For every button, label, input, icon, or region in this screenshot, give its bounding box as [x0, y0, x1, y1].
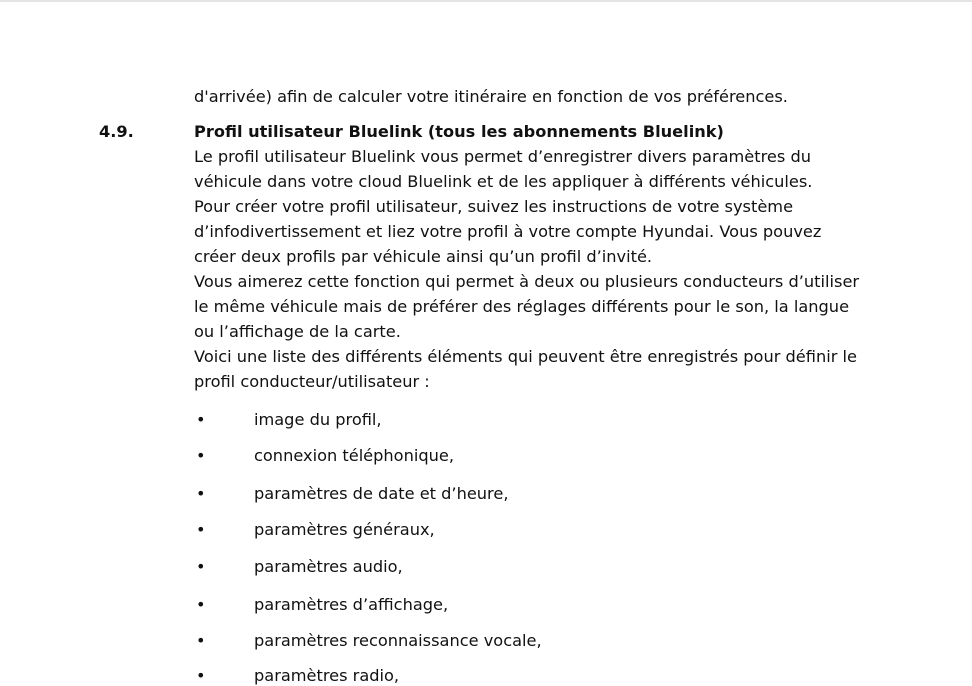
bullet-marker: •: [196, 557, 206, 576]
paragraph-line: profil conducteur/utilisateur :: [194, 372, 430, 391]
list-item-text: connexion téléphonique,: [254, 446, 454, 465]
bullet-marker: •: [196, 446, 206, 465]
paragraph-line: Vous aimerez cette fonction qui permet à deux ou plusieurs conducteurs d’utiliser: [194, 272, 860, 291]
list-item-text: paramètres d’affichage,: [254, 595, 449, 614]
paragraph-line: créer deux profils par véhicule ainsi qu’un profil d’invité.: [194, 247, 653, 266]
bullet-marker: •: [196, 410, 206, 429]
paragraph-line: Pour créer votre profil utilisateur, suivez les instructions de votre système: [194, 197, 794, 216]
lead-in-line: d'arrivée) afin de calculer votre itinéraire en fonction de vos préférences.: [194, 87, 788, 106]
list-item-text: paramètres généraux,: [254, 520, 435, 539]
list-item-text: paramètres reconnaissance vocale,: [254, 631, 542, 650]
bullet-marker: •: [196, 595, 206, 614]
bullet-marker: •: [196, 520, 206, 539]
section-title: Profil utilisateur Bluelink (tous les abonnements Bluelink): [194, 122, 724, 141]
paragraph-line: Le profil utilisateur Bluelink vous permet d’enregistrer divers paramètres du: [194, 147, 811, 166]
bullet-marker: •: [196, 666, 206, 685]
paragraph-line: véhicule dans votre cloud Bluelink et de les appliquer à différents véhicules.: [194, 172, 813, 191]
paragraph-line: ou l’affichage de la carte.: [194, 322, 401, 341]
paragraph-line: le même véhicule mais de préférer des réglages différents pour le son, la langue: [194, 297, 850, 316]
list-item-text: paramètres radio,: [254, 666, 400, 685]
list-item-text: paramètres de date et d’heure,: [254, 484, 509, 503]
bullet-marker: •: [196, 631, 206, 650]
list-item-text: paramètres audio,: [254, 557, 403, 576]
bullet-marker: •: [196, 484, 206, 503]
paragraph-line: Voici une liste des différents éléments qui peuvent être enregistrés pour définir le: [194, 347, 857, 366]
paragraph-line: d’infodivertissement et liez votre profil à votre compte Hyundai. Vous pouvez: [194, 222, 822, 241]
list-item-text: image du profil,: [254, 410, 382, 429]
top-border: [0, 0, 972, 2]
section-number: 4.9.: [99, 122, 134, 141]
